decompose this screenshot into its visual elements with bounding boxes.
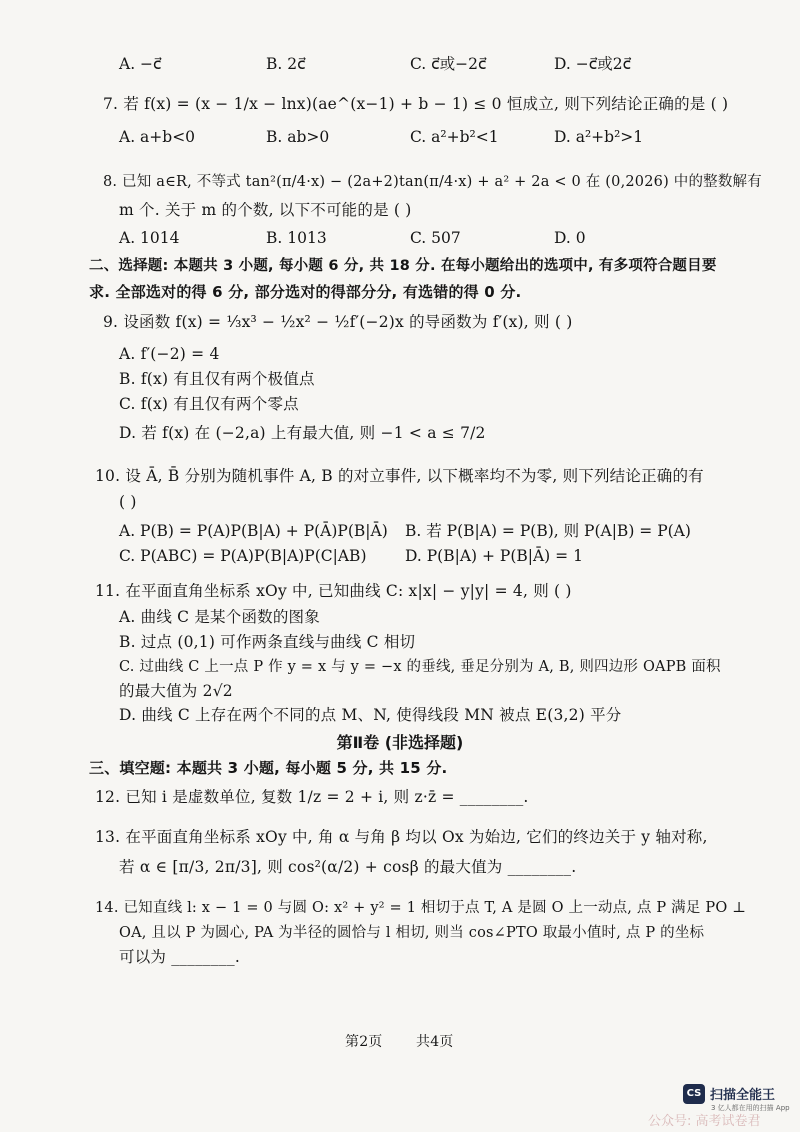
scanner-sub: 3 亿人都在用的扫描 App — [711, 1104, 790, 1112]
part2-title: 第Ⅱ卷 (非选择题) — [336, 733, 464, 752]
q10-stem-line1: 10. 设 Ā, B̄ 分别为随机事件 A, B 的对立事件, 以下概率均不为零, 则下列结论正确的有 — [95, 467, 704, 485]
q14-line2: OA, 且以 P 为圆心, PA 为半径的圆恰与 l 相切, 则当 cos∠PTO 取最小值时, 点 P 的坐标 — [119, 925, 705, 941]
q11-option-c: C. 过曲线 C 上一点 P 作 y = x 与 y = −x 的垂线, 垂足分别为 A, B, 则四边形 OAPB 面积 — [119, 659, 721, 675]
q9-option-c: C. f(x) 有且仅有两个零点 — [119, 395, 299, 413]
watermark: 公众号: 高考试卷君 — [648, 1114, 761, 1129]
q10-options-row1 — [119, 521, 789, 541]
q9-option-a: A. f′(−2) = 4 — [119, 345, 220, 363]
q9-stem: 9. 设函数 f(x) = ⅓x³ − ½x² − ½f′(−2)x 的导函数为 f′(x), 则 ( ) — [103, 313, 573, 331]
q8-option-b: B. 1013 — [266, 229, 327, 247]
q6-options — [119, 54, 779, 74]
q8-stem-line2: m 个. 关于 m 的个数, 以下不可能的是 ( ) — [119, 201, 412, 219]
footer-total: 共4页 — [416, 1034, 454, 1050]
section2-line1: 二、选择题: 本题共 3 小题, 每小题 6 分, 共 18 分. 在每小题给出的选项中, 有多项符合题目要 — [89, 258, 717, 274]
q8-stem-line1: 8. 已知 a∈R, 不等式 tan²(π/4·x) − (2a+2)tan(π/4·x) + a² + 2a < 0 在 (0,2026) 中的整数解有 — [103, 174, 762, 190]
q7-option-b: B. ab>0 — [266, 128, 330, 146]
q6-option-c: C. c⃗或−2c⃗ — [410, 55, 487, 73]
q8-option-a: A. 1014 — [119, 229, 180, 247]
q6-option-d: D. −c⃗或2c⃗ — [554, 55, 632, 73]
q10-stem-line2: ( ) — [119, 493, 137, 511]
q7-option-c: C. a²+b²<1 — [410, 128, 499, 146]
q7-stem: 7. 若 f(x) = (x − 1/x − lnx)(ae^(x−1) + b − 1) ≤ 0 恒成立, 则下列结论正确的是 ( ) — [103, 95, 729, 113]
section2-line2: 求. 全部选对的得 6 分, 部分选对的得部分分, 有选错的得 0 分. — [89, 283, 522, 301]
q9-option-d: D. 若 f(x) 在 (−2,a) 上有最大值, 则 −1 < a ≤ 7/2 — [119, 424, 486, 442]
q10-option-a: A. P(B) = P(A)P(B|A) + P(Ā)P(B|Ā) — [119, 522, 388, 540]
q12: 12. 已知 i 是虚数单位, 复数 1/z = 2 + i, 则 z·z̄ = ________. — [95, 788, 529, 806]
q6-option-b: B. 2c⃗ — [266, 55, 306, 73]
q10-option-c: C. P(ABC) = P(A)P(B|A)P(C|AB) — [119, 547, 367, 565]
footer-page: 第2页 — [345, 1034, 383, 1050]
scanner-name: 扫描全能王 — [710, 1088, 776, 1103]
q13-line2: 若 α ∈ [π/3, 2π/3], 则 cos²(α/2) + cosβ 的最大值为 ________. — [119, 858, 577, 876]
q9-option-b: B. f(x) 有且仅有两个极值点 — [119, 370, 315, 388]
scanner-logo-icon: CS — [683, 1084, 705, 1104]
q10-options-row2 — [119, 546, 789, 566]
q7-option-d: D. a²+b²>1 — [554, 128, 644, 146]
q14-line1: 14. 已知直线 l: x − 1 = 0 与圆 O: x² + y² = 1 相切于点 T, A 是圆 O 上一动点, 点 P 满足 PO ⊥ — [95, 900, 747, 916]
q11-option-c-cont: 的最大值为 2√2 — [119, 682, 233, 700]
q10-option-d: D. P(B|A) + P(B|Ā) = 1 — [405, 547, 583, 565]
q11-stem: 11. 在平面直角坐标系 xOy 中, 已知曲线 C: x|x| − y|y| = 4, 则 ( ) — [95, 582, 572, 600]
q10-option-b: B. 若 P(B|A) = P(B), 则 P(A|B) = P(A) — [405, 522, 691, 540]
q8-options — [119, 228, 779, 248]
q8-option-c: C. 507 — [410, 229, 461, 247]
section3-header: 三、填空题: 本题共 3 小题, 每小题 5 分, 共 15 分. — [89, 759, 448, 777]
q8-option-d: D. 0 — [554, 229, 586, 247]
q11-option-d: D. 曲线 C 上存在两个不同的点 M、N, 使得线段 MN 被点 E(3,2) 平分 — [119, 706, 622, 724]
q11-option-b: B. 过点 (0,1) 可作两条直线与曲线 C 相切 — [119, 633, 416, 651]
q14-line3: 可以为 ________. — [119, 948, 240, 966]
q11-option-a: A. 曲线 C 是某个函数的图象 — [119, 608, 320, 626]
q13-line1: 13. 在平面直角坐标系 xOy 中, 角 α 与角 β 均以 Ox 为始边, 它们的终边关于 y 轴对称, — [95, 828, 708, 846]
q7-option-a: A. a+b<0 — [119, 128, 196, 146]
q6-option-a: A. −c⃗ — [119, 55, 162, 73]
q7-options — [119, 127, 779, 147]
